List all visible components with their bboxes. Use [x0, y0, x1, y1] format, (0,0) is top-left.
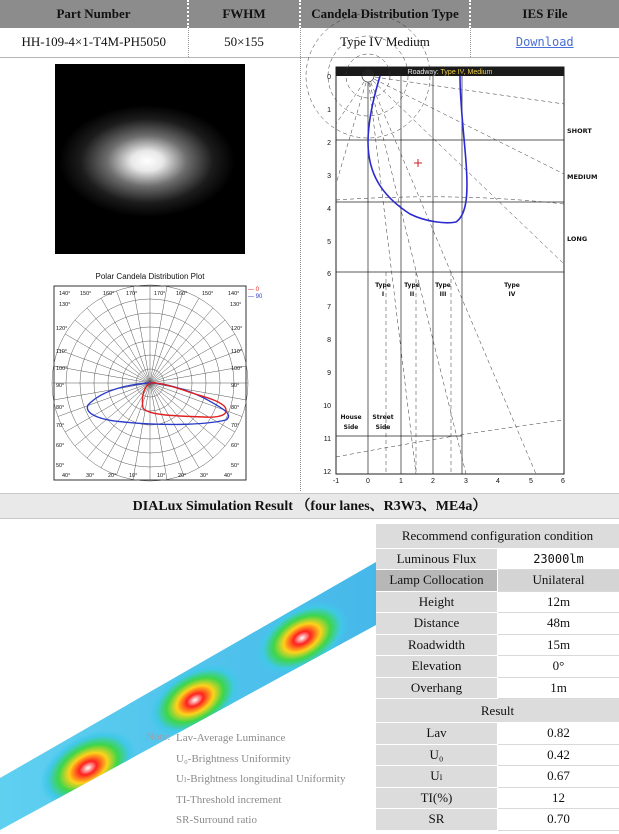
header-distribution-type: Candela Distribution Type	[300, 0, 470, 28]
polar-angle-120-left: 120°	[56, 326, 68, 332]
roadway-y-tick-3: 3	[327, 173, 331, 180]
note-ul: Uₗ-Brightness longitudinal Uniformity	[176, 773, 346, 786]
type-ii-label: Type	[404, 282, 420, 289]
polar-angle-140-left: 140°	[59, 291, 71, 297]
config-row: Luminous Flux 23000lm	[376, 548, 619, 570]
roadway-x-tick-m1: -1	[332, 478, 340, 485]
roadway-distribution-plot	[316, 64, 598, 486]
polar-legend-0: — 0	[248, 287, 260, 293]
polar-angle-30-right: 30°	[200, 473, 209, 479]
type-iii-label: Type	[435, 282, 451, 289]
config-row: Overhang 1m	[376, 677, 619, 699]
polar-angle-150-left: 150°	[80, 291, 92, 297]
type-i-label: Type	[375, 282, 391, 289]
light-spot-image	[55, 64, 245, 254]
polar-angle-60-right: 60°	[231, 443, 240, 449]
polar-angle-110-left: 110°	[56, 349, 67, 355]
type-i-numeral: I	[381, 291, 385, 298]
header-fwhm: FWHM	[188, 0, 300, 28]
roadway-y-tick-12: 12	[323, 469, 331, 476]
polar-angle-70-right: 70°	[231, 423, 240, 429]
result-row: TI(%) 12	[376, 787, 619, 809]
spec-table	[0, 0, 619, 58]
roadway-y-tick-2: 2	[327, 140, 331, 147]
street-side-label-2: Side	[375, 424, 391, 431]
polar-angle-90-left: 90°	[56, 383, 65, 389]
polar-angle-30-left: 30°	[86, 473, 95, 479]
polar-candela-plot	[54, 270, 246, 480]
roadway-y-tick-1: 1	[327, 107, 331, 114]
polar-angle-160-left: 160°	[103, 291, 115, 297]
note-lav: Lav-Average Luminance	[176, 732, 286, 744]
ies-download-link[interactable]: Download	[515, 35, 574, 50]
spec-header-row	[0, 0, 619, 28]
polar-angle-150-right: 150°	[202, 291, 214, 297]
type-iv-label: Type	[504, 282, 520, 289]
street-side-label-1: Street	[372, 414, 394, 421]
configuration-result-table	[376, 524, 619, 831]
polar-angle-110-right: 110°	[231, 349, 242, 355]
roadway-x-tick-4: 4	[496, 478, 500, 485]
roadway-x-tick-3: 3	[464, 478, 468, 485]
polar-angle-90-right: 90°	[231, 383, 240, 389]
roadway-x-tick-6: 6	[561, 478, 565, 485]
roadway-title: Roadway: Type IV, Medium	[407, 69, 493, 76]
polar-angle-120-right: 120°	[231, 326, 243, 332]
polar-angle-80-left: 80°	[56, 405, 65, 411]
note-sr: SR-Surround ratio	[176, 814, 257, 827]
polar-legend-box	[248, 287, 262, 301]
polar-angle-100-left: 100°	[56, 366, 68, 372]
polar-angle-80-right: 80°	[231, 405, 240, 411]
zone-label-long: LONG	[567, 235, 588, 243]
roadway-y-tick-11: 11	[323, 436, 331, 443]
recommend-header: Recommend configuration condition	[376, 524, 619, 548]
note-ti: TI-Threshold increment	[176, 793, 282, 806]
polar-angle-160-right: 160°	[176, 291, 188, 297]
polar-angle-170-left: 170°	[126, 291, 138, 297]
polar-angle-60-left: 60°	[56, 443, 65, 449]
dialux-banner: DIALux Simulation Result （four lanes、R3W3、ME4a）	[0, 493, 619, 519]
polar-angle-100-right: 100°	[231, 366, 243, 372]
roadway-y-tick-8: 8	[327, 337, 331, 344]
part-number-value: HH-109-4×1-T4M-PH5050	[0, 28, 188, 57]
type-iii-numeral: III	[439, 291, 447, 298]
roadway-y-tick-10: 10	[323, 403, 331, 410]
polar-angle-10-left: 10°	[129, 473, 138, 479]
roadway-y-tick-7: 7	[327, 304, 331, 311]
config-row: Height 12m	[376, 591, 619, 613]
roadway-y-tick-5: 5	[327, 239, 331, 246]
spec-data-row	[0, 28, 619, 57]
result-row: SR 0.70	[376, 809, 619, 831]
polar-angle-130-left: 130°	[59, 302, 71, 308]
note-label: Note:	[146, 731, 171, 743]
fwhm-value: 50×155	[188, 28, 300, 57]
polar-angle-20-right: 20°	[178, 473, 187, 479]
header-ies-file: IES File	[470, 0, 619, 28]
roadway-x-tick-0: 0	[366, 478, 370, 485]
polar-legend-90: — 90	[248, 294, 263, 300]
polar-angle-50-left: 50°	[56, 463, 65, 469]
header-part-number: Part Number	[0, 0, 188, 28]
roadway-x-tick-5: 5	[529, 478, 533, 485]
polar-angle-170-right: 170°	[154, 291, 166, 297]
roadway-y-tick-6: 6	[327, 271, 331, 278]
config-row: Distance 48m	[376, 613, 619, 635]
zone-label-medium: MEDIUM	[567, 173, 598, 181]
house-side-label-1: House	[340, 414, 362, 421]
roadway-y-tick-4: 4	[327, 206, 331, 213]
type-ii-numeral: II	[409, 291, 415, 298]
polar-angle-140-right: 140°	[228, 291, 240, 297]
ies-file-cell	[470, 28, 619, 57]
roadway-y-tick-0: 0	[327, 74, 331, 81]
polar-angle-50-right: 50°	[231, 463, 240, 469]
config-row: Lamp Collocation Unilateral	[376, 570, 619, 592]
panel-divider	[300, 58, 301, 491]
polar-angle-40-left: 40°	[62, 473, 71, 479]
type-iv-numeral: IV	[508, 291, 516, 298]
house-side-label-2: Side	[343, 424, 359, 431]
polar-angle-40-right: 40°	[224, 473, 233, 479]
polar-angle-10-right: 10°	[157, 473, 166, 479]
result-header: Result	[376, 699, 619, 723]
config-row: Roadwidth 15m	[376, 634, 619, 656]
legend-notes	[176, 731, 346, 834]
polar-plot-title: Polar Candela Distribution Plot	[95, 272, 205, 281]
roadway-x-tick-1: 1	[399, 478, 403, 485]
polar-angle-20-left: 20°	[108, 473, 117, 479]
result-row: U₀ 0.42	[376, 744, 619, 766]
result-row: Lav 0.82	[376, 723, 619, 745]
roadway-lamp-origin	[362, 70, 374, 82]
note-u0: U₀-Brightness Uniformity	[176, 752, 291, 765]
config-row: Elevation 0°	[376, 656, 619, 678]
roadway-y-tick-9: 9	[327, 370, 331, 377]
distribution-type-value: Type IV Medium	[300, 28, 470, 57]
polar-angle-70-left: 70°	[56, 423, 65, 429]
result-row: Uₗ 0.67	[376, 766, 619, 788]
zone-label-short: SHORT	[567, 127, 592, 135]
roadway-x-tick-2: 2	[431, 478, 435, 485]
polar-angle-130-right: 130°	[230, 302, 242, 308]
